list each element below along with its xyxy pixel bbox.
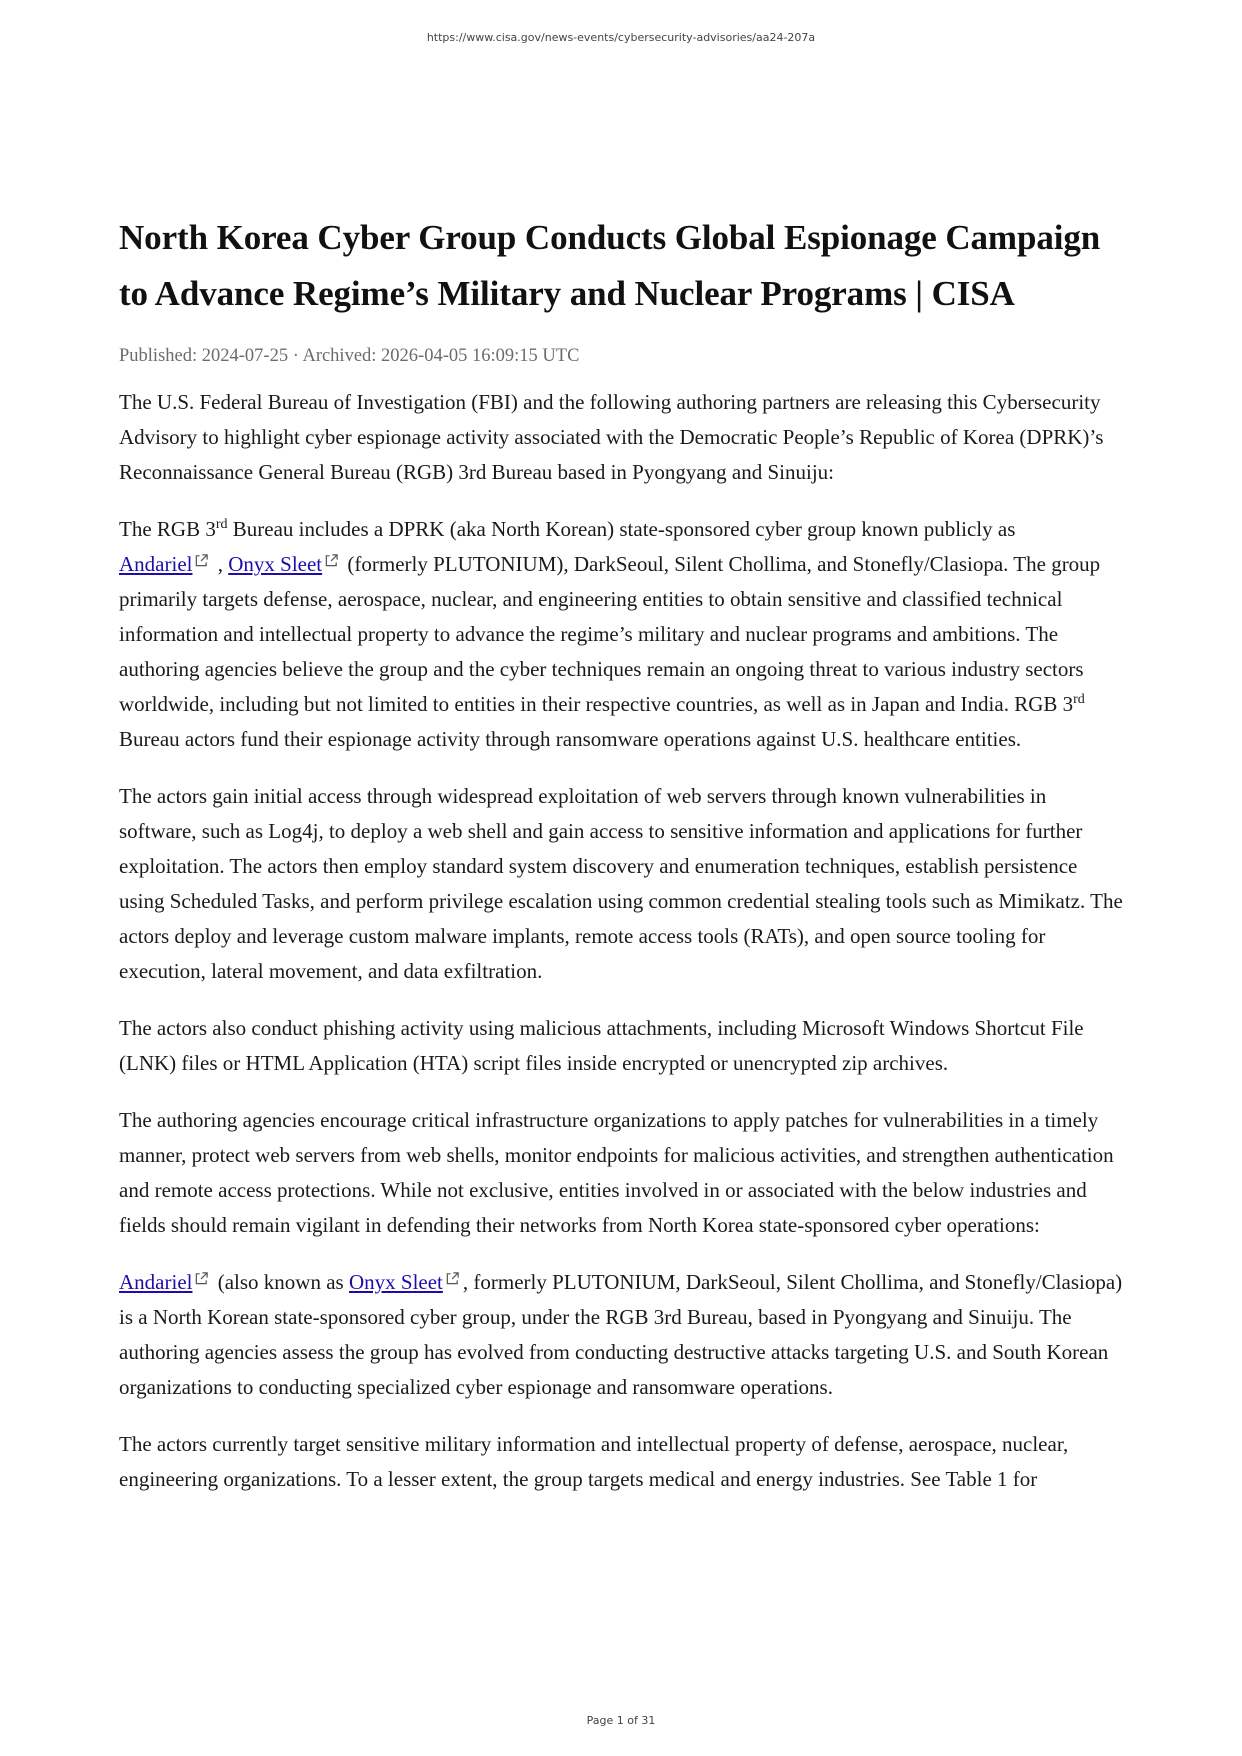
paragraph-rgb-bureau: The RGB 3rd Bureau includes a DPRK (aka North Korean) state-sponsored cyber group known publicly as Andariel , Onyx Sleet (formerly PLUTONIUM), DarkSeoul, Silent Chollima, and Stonefly/Clasiopa. The group primarily targets defense, aerospace, nuclear, and engineering entities to obtain sensitive and classified technical information and intellectual property to advance the regime’s military and nuclear programs and ambitions. The authoring agencies believe the group and the cyber techniques remain an ongoing threat to various industry sectors worldwide, including but not limited to entities in their respective countries, as well as in Japan and India. RGB 3rd Bureau actors fund their espionage activity through ransomware operations against U.S. healthcare entities.: [119, 517, 1101, 751]
external-link-icon: [445, 1271, 460, 1286]
onyx-sleet-link[interactable]: Onyx Sleet: [348, 1270, 443, 1294]
paragraph-intro: The U.S. Federal Bureau of Investigation (FBI) and the following authoring partners are releasing this Cybersecurity Advisory to highlight cyber espionage activity associated with the Democratic People’s Republic of Korea (DPRK)’s Reconnaissance General Bureau (RGB) 3rd Bureau based in Pyongyang and Sinuiju:: [119, 390, 1104, 484]
andariel-link[interactable]: Andariel: [119, 552, 193, 576]
paragraph-initial-access: The actors gain initial access through widespread exploitation of web servers through known vulnerabilities in software, such as Log4j, to deploy a web shell and gain access to sensitive information and applications for further exploitation. The actors then employ standard system discovery and enumeration techniques, establish persistence using Scheduled Tasks, and perform privilege escalation using common credential stealing tools such as Mimikatz. The actors deploy and leverage custom malware implants, remote access tools (RATs), and open source tooling for execution, lateral movement, and data exfiltration.: [119, 784, 1123, 983]
paragraph-phishing: The actors also conduct phishing activity using malicious attachments, including Microsoft Windows Shortcut File (LNK) files or HTML Application (HTA) script files inside encrypted or unencrypted zip archives.: [119, 1016, 1084, 1075]
publish-meta: Published: 2024-07-25 · Archived: 2026-04-05 16:09:15 UTC: [119, 346, 580, 366]
andariel-link[interactable]: Andariel: [119, 1270, 193, 1294]
page-number: Page 1 of 31: [586, 1714, 656, 1727]
external-link-icon: [194, 1271, 209, 1286]
article-title: North Korea Cyber Group Conducts Global Espionage Campaign to Advance Regime’s Military and Nuclear Programs | CISA: [119, 218, 1101, 313]
paragraph-targets: The actors currently target sensitive military information and intellectual property of defense, aerospace, nuclear, engineering organizations. To a lesser extent, the group targets medical and energy industries. See Table 1 for: [119, 1432, 1069, 1491]
page-url: https://www.cisa.gov/news-events/cybersecurity-advisories/aa24-207a: [426, 31, 816, 44]
external-link-icon: [194, 553, 209, 568]
onyx-sleet-link[interactable]: Onyx Sleet: [228, 552, 323, 576]
external-link-icon: [324, 553, 339, 568]
paragraph-andariel: Andariel (also known as Onyx Sleet , formerly PLUTONIUM, DarkSeoul, Silent Chollima, and Stonefly/Clasiopa) is a North Korean state-sponsored cyber group, under the RGB 3rd Bureau, based in Pyongyang and Sinuiju. The authoring agencies assess the group has evolved from conducting destructive attacks targeting U.S. and South Korean organizations to conducting specialized cyber espionage and ransomware operations.: [119, 1270, 1123, 1399]
article: [119, 210, 1127, 1497]
paragraph-recommendations: The authoring agencies encourage critical infrastructure organizations to apply patches for vulnerabilities in a timely manner, protect web servers from web shells, monitor endpoints for malicious activities, and strengthen authentication and remote access protections. While not exclusive, entities involved in or associated with the below industries and fields should remain vigilant in defending their networks from North Korea state-sponsored cyber operations:: [119, 1108, 1114, 1237]
